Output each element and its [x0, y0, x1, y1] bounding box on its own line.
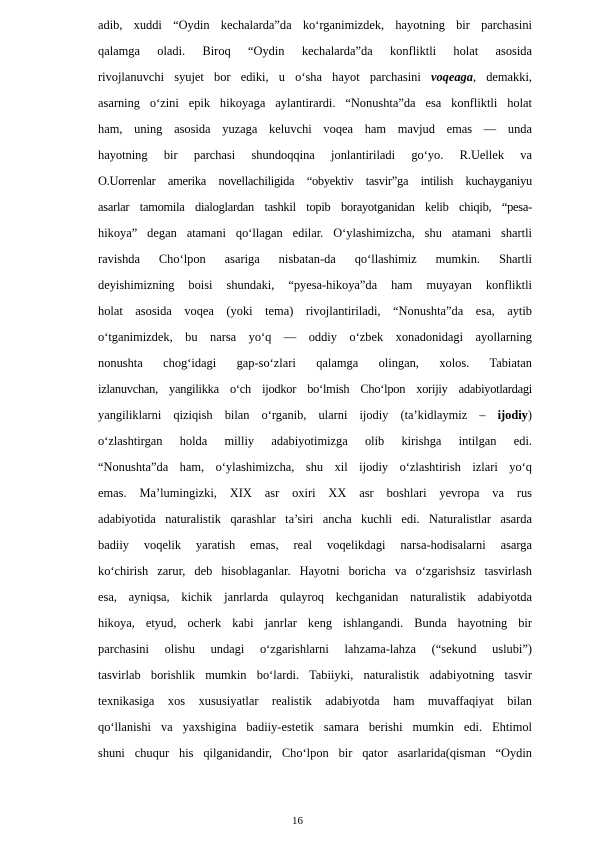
text-line: badiiy voqelik yaratish emas, real voqelikdagi narsa-hodisalarni asarga: [98, 538, 532, 552]
text-line: deyishimizning boisi shundaki, “pyesa-hikoya”da ham muyayan konfliktli: [98, 278, 532, 292]
text-line: o‘tganimizdek, bu narsa yo‘q — oddiy o‘zbek xonadonidagi ayollarning: [98, 330, 532, 344]
page-number: 16: [292, 815, 303, 827]
emphasized-term: voqeaga: [430, 70, 473, 84]
text-line: tasvirlab borishlik mumkin bo‘lardi. Tabiiyki, naturalistik adabiyotning tasvir: [98, 668, 532, 682]
body-text: [98, 12, 532, 766]
text-segment: rivojlanuvchi syujet bor ediki, u o‘sha hayot parchasini: [98, 70, 431, 84]
text-line: adabiyotida naturalistik qarashlar ta’siri ancha kuchli edi. Naturalistlar asarda: [98, 512, 532, 526]
text-line: esa, ayniqsa, kichik janrlarda qulayroq kechganidan naturalistik adabiyotda: [98, 590, 532, 604]
text-line: ham, uning asosida yuzaga keluvchi voqea ham mavjud emas — unda: [98, 122, 532, 136]
bold-term: ijodiy: [497, 408, 528, 422]
text-line: qo‘llanishi va yaxshigina badiiy-estetik samara berishi mumkin edi. Ehtimol: [98, 720, 532, 734]
text-segment: , demakki,: [472, 70, 532, 84]
text-line: [98, 402, 532, 428]
text-line: asarlar tamomila dialoglardan tashkil topib borayotganidan kelib chiqib, “pesa-: [98, 200, 532, 214]
text-line: parchasini olishu undagi o‘zgarishlarni lahzama-lahza (“sekund uslubi”): [98, 642, 532, 656]
text-line: ko‘chirish zarur, deb hisoblaganlar. Hayotni boricha va o‘zgarishsiz tasvirlash: [98, 564, 532, 578]
text-line: ravishda Cho‘lpon asariga nisbatan-da qo‘llashimiz mumkin. Shartli: [98, 252, 532, 266]
text-segment: ): [527, 408, 532, 422]
text-line: qalamga oladi. Biroq “Oydin kechalarda”da konfliktli holat asosida: [98, 44, 532, 58]
text-line: texnikasiga xos xususiyatlar realistik adabiyotda ham muvaffaqiyat bilan: [98, 694, 532, 708]
text-line: o‘zlashtirgan holda milliy adabiyotimizga olib kirishga intilgan edi.: [98, 434, 532, 448]
text-line: “Nonushta”da ham, o‘ylashimizcha, shu xil ijodiy o‘zlashtirish izlari yo‘q: [98, 460, 532, 474]
text-line: emas. Ma’lumingizki, XIX asr oxiri XX asr boshlari yevropa va rus: [98, 486, 532, 500]
text-line: hayotning bir parchasi shundoqqina jonlantiriladi go‘yo. R.Uellek va: [98, 148, 532, 162]
text-line: [98, 64, 532, 90]
text-line: asarning o‘zini epik hikoyaga aylantirardi. “Nonushta”da esa konfliktli holat: [98, 96, 532, 110]
text-line: hikoya, etyud, ocherk kabi janrlar keng ishlangandi. Bunda hayotning bir: [98, 616, 532, 630]
text-line: izlanuvchan, yangilikka o‘ch ijodkor bo‘lmish Cho‘lpon xorijiy adabiyotlardagi: [98, 382, 532, 396]
text-line: shuni chuqur his qilganidandir, Cho‘lpon bir qator asarlarida(qisman “Oydin: [98, 746, 532, 760]
text-line: O.Uorrenlar amerika novellachiligida “obyektiv tasvir”ga intilish kuchayganiyu: [98, 174, 532, 188]
text-line: holat asosida voqea (yoki tema) rivojlantiriladi, “Nonushta”da esa, aytib: [98, 304, 532, 318]
text-line: nonushta chog‘idagi gap-so‘zlari qalamga olingan, xolos. Tabiatan: [98, 356, 532, 370]
text-line: hikoya” degan atamani qo‘llagan edilar. O‘ylashimizcha, shu atamani shartli: [98, 226, 532, 240]
text-line: adib, xuddi “Oydin kechalarda”da ko‘rganimizdek, hayotning bir parchasini: [98, 18, 532, 32]
text-segment: yangiliklarni qiziqish bilan o‘rganib, ularni ijodiy (ta’kidlaymiz –: [98, 408, 498, 422]
